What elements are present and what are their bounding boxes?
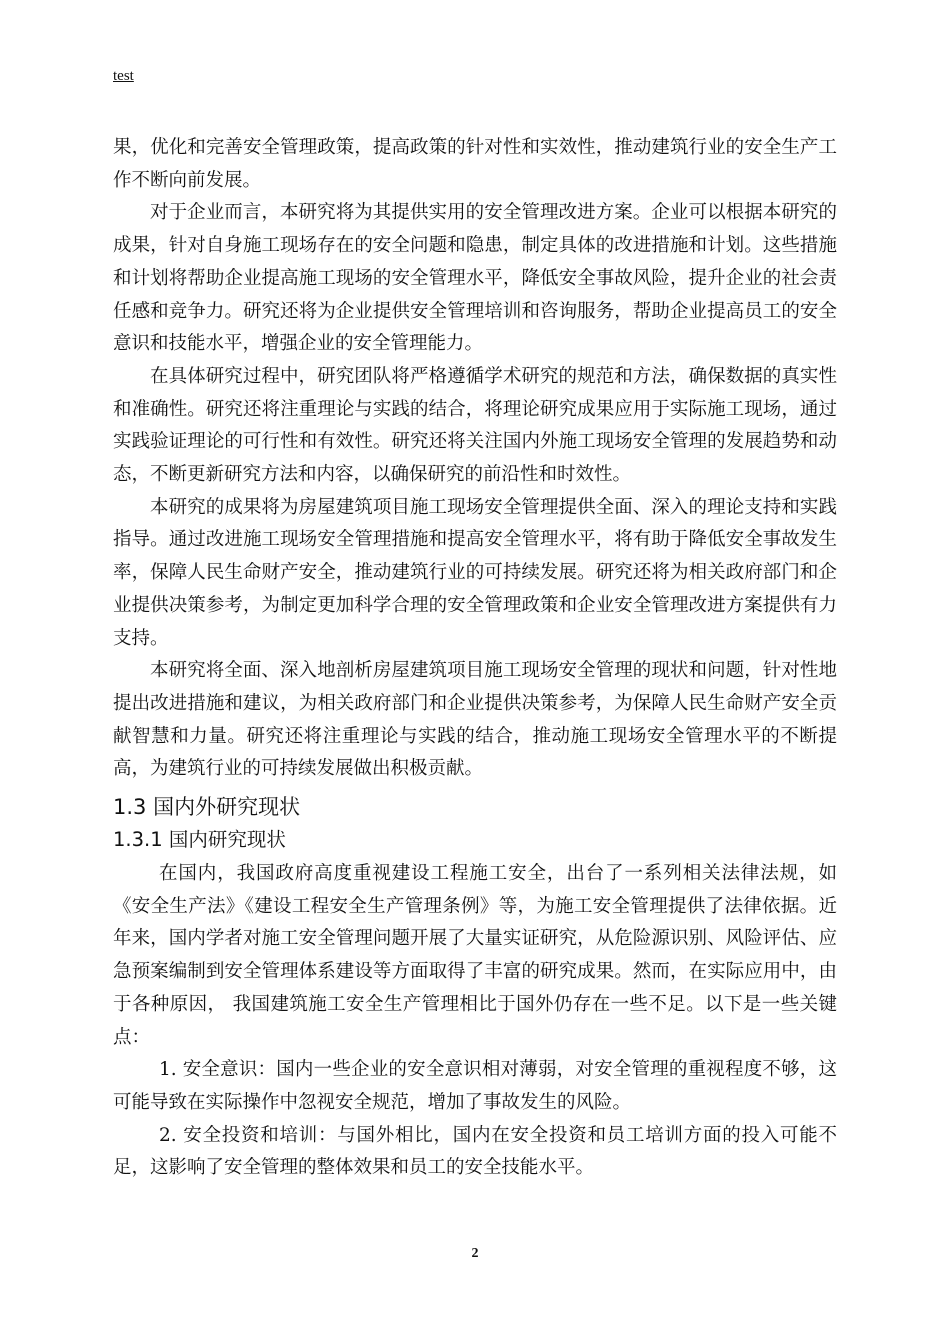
paragraph-research-results: 本研究的成果将为房屋建筑项目施工现场安全管理提供全面、深入的理论支持和实践指导。通过改进施工现场安全管理措施和提高安全管理水平，将有助于降低安全事故发生率，保障人民生命财产安全，推动建筑行业的可持续发展。研究还将为相关政府部门和企业提供决策参考，为制定更加科学合理的安全管理政策和企业安全管理改进方案提供有力支持。	[113, 496, 837, 649]
paragraph-domestic-status: 在国内，我国政府高度重视建设工程施工安全，出台了一系列相关法律法规，如《安全生产法》《建设工程安全生产管理条例》等，为施工安全管理提供了法律依据。近年来，国内学者对施工安全管理问题开展了大量实证研究，从危险源识别、风险评估、应急预案编制到安全管理体系建设等方面取得了丰富的研究成果。然而，在实际应用中，由于各种原因， 我国建筑施工安全生产管理相比于国外仍存在一些不足。以下是一些关键点：	[113, 863, 837, 1048]
section-heading: 1.3 国内外研究现状	[113, 795, 301, 820]
subsection-heading: 1.3.1 国内研究现状	[113, 828, 286, 852]
paragraph-research-summary: 本研究将全面、深入地剖析房屋建筑项目施工现场安全管理的现状和问题，针对性地提出改进措施和建议，为相关政府部门和企业提供决策参考，为保障人民生命财产安全贡献智慧和力量。研究还将注重理论与实践的结合，推动施工现场安全管理水平的不断提高，为建筑行业的可持续发展做出积极贡献。	[113, 660, 837, 780]
paragraph-continuation: 果，优化和完善安全管理政策，提高政策的针对性和实效性，推动建筑行业的安全生产工作不断向前发展。	[113, 137, 837, 191]
list-item-safety-investment: 2. 安全投资和培训：与国外相比，国内在安全投资和员工培训方面的投入可能不足，这影响了安全管理的整体效果和员工的安全技能水平。	[113, 1124, 837, 1179]
list-item-safety-awareness: 1. 安全意识：国内一些企业的安全意识相对薄弱，对安全管理的重视程度不够，这可能导致在实际操作中忽视安全规范，增加了事故发生的风险。	[113, 1059, 837, 1113]
document-body	[113, 132, 837, 1185]
paragraph-research-process: 在具体研究过程中，研究团队将严格遵循学术研究的规范和方法，确保数据的真实性和准确性。研究还将注重理论与实践的结合，将理论研究成果应用于实际施工现场，通过实践验证理论的可行性和有效性。研究还将关注国内外施工现场安全管理的发展趋势和动态，不断更新研究方法和内容，以确保研究的前沿性和时效性。	[113, 365, 837, 486]
running-header: test	[113, 68, 134, 84]
page-number: 2	[471, 1246, 479, 1261]
paragraph-enterprise: 对于企业而言，本研究将为其提供实用的安全管理改进方案。企业可以根据本研究的成果，针对自身施工现场存在的安全问题和隐患，制定具体的改进措施和计划。这些措施和计划将帮助企业提高施工现场的安全管理水平，降低安全事故风险，提升企业的社会责任感和竞争力。研究还将为企业提供安全管理培训和咨询服务，帮助企业提高员工的安全意识和技能水平，增强企业的安全管理能力。	[113, 202, 837, 355]
